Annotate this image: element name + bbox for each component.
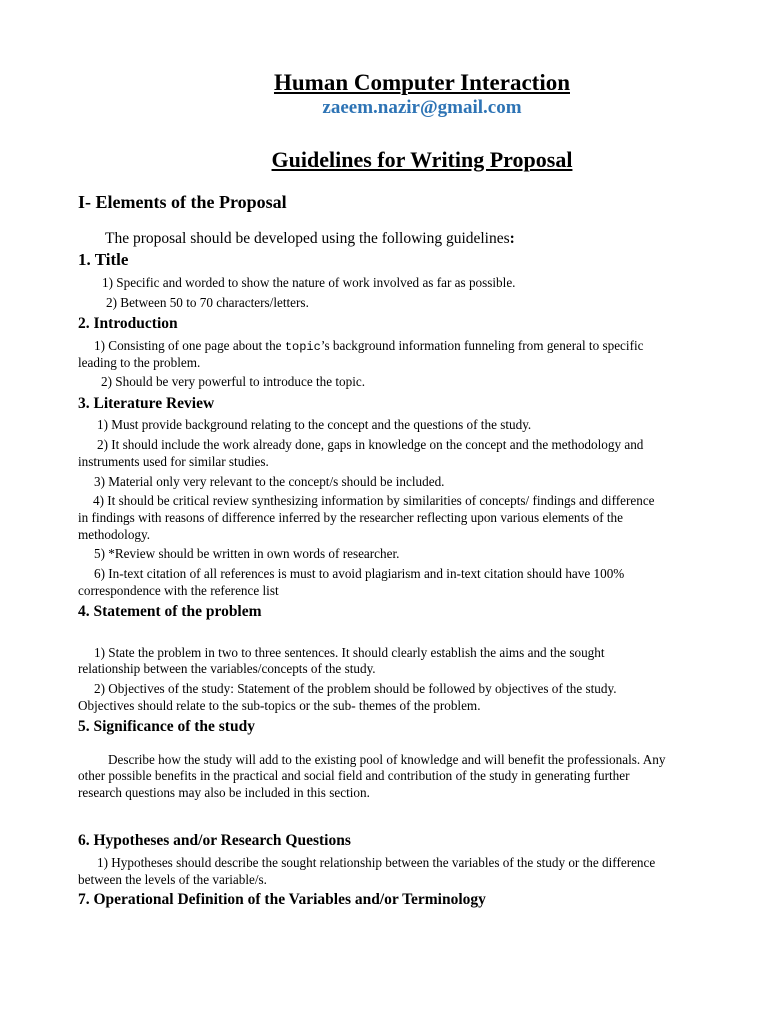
- problem-line: relationship between the variables/concepts of the study.: [78, 661, 376, 676]
- literature-line: 4) It should be critical review synthesizing information by similarities of concepts/ findings and difference: [93, 493, 655, 508]
- intro-paragraph: The proposal should be developed using the following guidelines:: [105, 230, 515, 247]
- problem-line: Objectives should relate to the sub-topics or the sub- themes of the problem.: [78, 698, 481, 713]
- document-title: Human Computer Interaction: [273, 70, 570, 95]
- literature-line: 6) In-text citation of all references is must to avoid plagiarism and in-text citation should have 100%: [94, 566, 625, 581]
- title-item-2: 2) Between 50 to 70 characters/letters.: [106, 295, 309, 310]
- literature-line: 1) Must provide background relating to the concept and the questions of the study.: [97, 417, 532, 432]
- literature-line: correspondence with the reference list: [78, 583, 279, 598]
- literature-line: in findings with reasons of difference inferred by the researcher reflecting upon various elements of the: [78, 510, 624, 525]
- heading-operational-definition: 7. Operational Definition of the Variables and/or Terminology: [78, 891, 486, 908]
- introduction-item-1: 1) Consisting of one page about the topic’s background information funneling from general to specific: [94, 338, 644, 354]
- heading-literature-review: 3. Literature Review: [78, 395, 215, 412]
- introduction-item-2: 2) Should be very powerful to introduce the topic.: [101, 374, 366, 389]
- introduction-item-1-cont: leading to the problem.: [78, 355, 201, 370]
- literature-line: instruments used for similar studies.: [78, 454, 269, 469]
- significance-line: Describe how the study will add to the existing pool of knowledge and will benefit the professionals. Any: [108, 752, 666, 767]
- section-heading-elements: I- Elements of the Proposal: [78, 192, 287, 212]
- problem-line: 1) State the problem in two to three sentences. It should clearly establish the aims and the sought: [94, 645, 605, 660]
- significance-line: other possible benefits in the practical and social field and contribution of the study in generating further: [78, 768, 630, 783]
- significance-line: research questions may also be included in this section.: [78, 785, 370, 800]
- title-item-1: 1) Specific and worded to show the nature of work involved as far as possible.: [102, 275, 516, 290]
- literature-line: 5) *Review should be written in own words of researcher.: [94, 546, 400, 561]
- literature-line: 2) It should include the work already done, gaps in knowledge on the concept and the methodology and: [97, 437, 644, 452]
- literature-line: 3) Material only very relevant to the concept/s should be included.: [94, 474, 445, 489]
- heading-significance: 5. Significance of the study: [78, 718, 255, 735]
- document-subtitle: Guidelines for Writing Proposal: [271, 147, 573, 172]
- hypotheses-line: 1) Hypotheses should describe the sought relationship between the variables of the study or the difference: [97, 855, 656, 870]
- problem-line: 2) Objectives of the study: Statement of the problem should be followed by objectives of the study.: [94, 681, 617, 696]
- heading-introduction: 2. Introduction: [78, 315, 178, 332]
- hypotheses-line: between the levels of the variable/s.: [78, 872, 267, 887]
- heading-hypotheses: 6. Hypotheses and/or Research Questions: [78, 832, 351, 849]
- heading-title: 1. Title: [78, 250, 129, 269]
- heading-statement-of-problem: 4. Statement of the problem: [78, 603, 262, 620]
- literature-line: methodology.: [78, 527, 151, 542]
- author-email: zaeem.nazir@gmail.com: [322, 97, 522, 118]
